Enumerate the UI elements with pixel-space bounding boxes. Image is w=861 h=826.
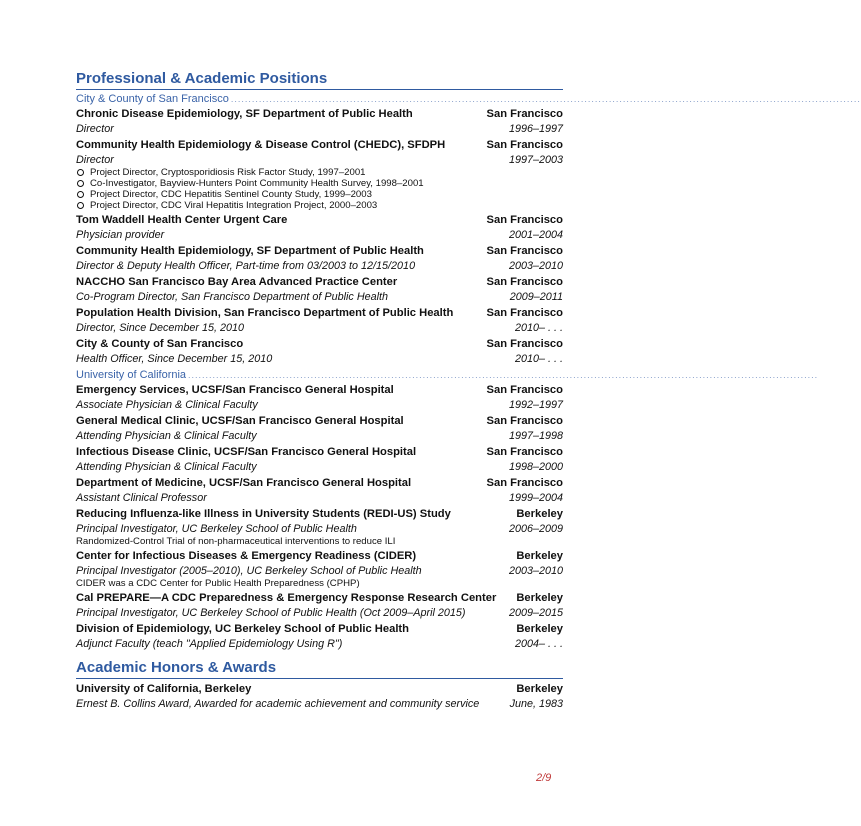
entry-header-row <box>76 337 563 352</box>
position-entry <box>76 507 563 547</box>
entry-header-row <box>76 244 563 259</box>
position-entry <box>76 213 563 242</box>
position-title: Population Health Division, San Francisco Department of Public Health <box>76 307 454 319</box>
subheading-label: University of California <box>76 369 187 381</box>
entry-detail-row <box>76 228 563 242</box>
position-role: Director <box>76 154 114 166</box>
entry-header-row <box>76 476 563 491</box>
position-dates: 1992–1997 <box>508 399 563 411</box>
entry-header-row <box>76 414 563 429</box>
bullet-text: Project Director, Cryptosporidiosis Risk Factor Study, 1997–2001 <box>90 167 366 178</box>
position-title: Center for Infectious Diseases & Emergency Readiness (CIDER) <box>76 550 417 562</box>
entry-header-row <box>76 383 563 398</box>
position-role: Physician provider <box>76 229 165 241</box>
entry-detail-row <box>76 398 563 412</box>
position-role: Attending Physician & Clinical Faculty <box>76 461 257 473</box>
position-role: Ernest B. Collins Award, Awarded for academic achievement and community service <box>76 698 480 710</box>
position-title: Community Health Epidemiology, SF Department of Public Health <box>76 245 424 257</box>
position-title: Department of Medicine, UCSF/San Francisco General Hospital <box>76 477 412 489</box>
circle-bullet-icon <box>77 191 84 198</box>
entry-header-row <box>76 213 563 228</box>
position-dates: June, 1983 <box>509 698 563 710</box>
entry-header-row <box>76 275 563 290</box>
position-dates: 1999–2004 <box>508 492 563 504</box>
bullet-item <box>76 200 563 211</box>
position-entry <box>76 549 563 589</box>
position-entry <box>76 107 563 136</box>
position-entry <box>76 682 563 711</box>
position-title: University of California, Berkeley <box>76 683 252 695</box>
bullet-item <box>76 167 563 178</box>
subheading-university <box>76 369 819 381</box>
entry-header-row <box>76 445 563 460</box>
position-title: Cal PREPARE—A CDC Preparedness & Emergency Response Research Center <box>76 592 497 604</box>
position-entry <box>76 244 563 273</box>
position-role: Assistant Clinical Professor <box>76 492 207 504</box>
position-title: Emergency Services, UCSF/San Francisco General Hospital <box>76 384 394 396</box>
position-dates: 2009–2011 <box>509 291 563 303</box>
position-entry <box>76 414 563 443</box>
dot-leader: .................................................................................................................................................................................... <box>230 94 861 104</box>
position-dates: 2010– . . . <box>514 322 563 334</box>
position-location: Berkeley <box>516 508 563 520</box>
position-entry <box>76 445 563 474</box>
entry-header-row <box>76 549 563 564</box>
position-role: Principal Investigator, UC Berkeley School of Public Health (Oct 2009–April 2015) <box>76 607 466 619</box>
position-location: San Francisco <box>486 477 563 489</box>
entry-header-row <box>76 138 563 153</box>
entry-detail-row <box>76 564 563 578</box>
position-location: Berkeley <box>516 683 563 695</box>
honors-group <box>76 682 563 711</box>
bullet-item <box>76 189 563 200</box>
position-location: Berkeley <box>516 592 563 604</box>
entry-header-row <box>76 682 563 697</box>
position-location: San Francisco <box>486 384 563 396</box>
position-title: Division of Epidemiology, UC Berkeley School of Public Health <box>76 623 409 635</box>
position-dates: 1998–2000 <box>508 461 563 473</box>
position-note: CIDER was a CDC Center for Public Health Preparedness (CPHP) <box>76 578 360 589</box>
position-entry <box>76 383 563 412</box>
position-title: General Medical Clinic, UCSF/San Francisco General Hospital <box>76 415 404 427</box>
entry-detail-row <box>76 122 563 136</box>
positions-group-uc <box>76 383 563 651</box>
entry-detail-row <box>76 606 563 620</box>
position-title: City & County of San Francisco <box>76 338 244 350</box>
position-dates: 2004– . . . <box>514 638 563 650</box>
entry-detail-row <box>76 460 563 474</box>
position-role: Health Officer, Since December 15, 2010 <box>76 353 273 365</box>
circle-bullet-icon <box>77 180 84 187</box>
position-location: San Francisco <box>486 276 563 288</box>
position-dates: 2001–2004 <box>508 229 563 241</box>
bullet-text: Project Director, CDC Hepatitis Sentinel County Study, 1999–2003 <box>90 189 372 200</box>
bullet-text: Project Director, CDC Viral Hepatitis Integration Project, 2000–2003 <box>90 200 378 211</box>
entry-header-row <box>76 507 563 522</box>
position-location: San Francisco <box>486 338 563 350</box>
position-role: Principal Investigator, UC Berkeley School of Public Health <box>76 523 357 535</box>
position-note: Randomized-Control Trial of non-pharmaceutical interventions to reduce ILI <box>76 536 396 547</box>
position-location: Berkeley <box>516 550 563 562</box>
circle-bullet-icon <box>77 169 84 176</box>
position-dates: 1997–2003 <box>508 154 563 166</box>
position-title: NACCHO San Francisco Bay Area Advanced Practice Center <box>76 276 398 288</box>
circle-bullet-icon <box>77 202 84 209</box>
position-title: Reducing Influenza-like Illness in University Students (REDI-US) Study <box>76 508 451 520</box>
bullet-item <box>76 178 563 189</box>
entry-header-row <box>76 591 563 606</box>
position-role: Co-Program Director, San Francisco Department of Public Health <box>76 291 389 303</box>
position-location: San Francisco <box>486 108 563 120</box>
page-number: 2/9 <box>536 772 552 784</box>
entry-header-row <box>76 306 563 321</box>
position-dates: 2006–2009 <box>508 523 563 535</box>
entry-detail-row <box>76 637 563 651</box>
cv-page <box>76 70 861 713</box>
position-entry <box>76 275 563 304</box>
position-location: San Francisco <box>486 139 563 151</box>
position-dates: 2009–2015 <box>508 607 563 619</box>
position-role: Principal Investigator (2005–2010), UC Berkeley School of Public Health <box>76 565 422 577</box>
position-role: Adjunct Faculty (teach "Applied Epidemiology Using R") <box>76 638 343 650</box>
position-location: San Francisco <box>486 446 563 458</box>
entry-detail-row <box>76 697 563 711</box>
subheading-city-county <box>76 93 861 105</box>
position-dates: 1996–1997 <box>508 123 563 135</box>
entry-header-row <box>76 107 563 122</box>
position-title: Tom Waddell Health Center Urgent Care <box>76 214 288 226</box>
position-title: Community Health Epidemiology & Disease Control (CHEDC), SFDPH <box>76 139 446 151</box>
entry-header-row <box>76 622 563 637</box>
entry-detail-row <box>76 352 563 366</box>
subheading-label: City & County of San Francisco <box>76 93 229 105</box>
entry-detail-row <box>76 321 563 335</box>
dot-leader: .................................................................................................................................................................................... <box>188 370 819 380</box>
position-role: Director, Since December 15, 2010 <box>76 322 245 334</box>
position-dates: 1997–1998 <box>508 430 563 442</box>
position-location: Berkeley <box>516 623 563 635</box>
position-dates: 2010– . . . <box>514 353 563 365</box>
position-entry <box>76 337 563 366</box>
position-entry <box>76 306 563 335</box>
position-location: San Francisco <box>486 415 563 427</box>
entry-detail-row <box>76 290 563 304</box>
bullet-list <box>76 167 563 211</box>
entry-detail-row <box>76 429 563 443</box>
position-role: Director & Deputy Health Officer, Part-time from 03/2003 to 12/15/2010 <box>76 260 416 272</box>
position-entry <box>76 622 563 651</box>
entry-detail-row <box>76 491 563 505</box>
position-location: San Francisco <box>486 214 563 226</box>
position-entry <box>76 591 563 620</box>
section-title-positions: Professional & Academic Positions <box>76 70 563 90</box>
position-role: Associate Physician & Clinical Faculty <box>76 399 258 411</box>
position-role: Attending Physician & Clinical Faculty <box>76 430 257 442</box>
entry-detail-row <box>76 153 563 167</box>
position-location: San Francisco <box>486 307 563 319</box>
bullet-text: Co-Investigator, Bayview-Hunters Point Community Health Survey, 1998–2001 <box>90 178 424 189</box>
entry-detail-row <box>76 522 563 536</box>
positions-group-sf <box>76 107 563 366</box>
position-title: Chronic Disease Epidemiology, SF Department of Public Health <box>76 108 413 120</box>
position-dates: 2003–2010 <box>508 260 563 272</box>
position-location: San Francisco <box>486 245 563 257</box>
section-title-honors: Academic Honors & Awards <box>76 659 563 679</box>
position-entry <box>76 476 563 505</box>
position-role: Director <box>76 123 114 135</box>
entry-detail-row <box>76 259 563 273</box>
position-title: Infectious Disease Clinic, UCSF/San Francisco General Hospital <box>76 446 417 458</box>
position-entry <box>76 138 563 211</box>
position-dates: 2003–2010 <box>508 565 563 577</box>
